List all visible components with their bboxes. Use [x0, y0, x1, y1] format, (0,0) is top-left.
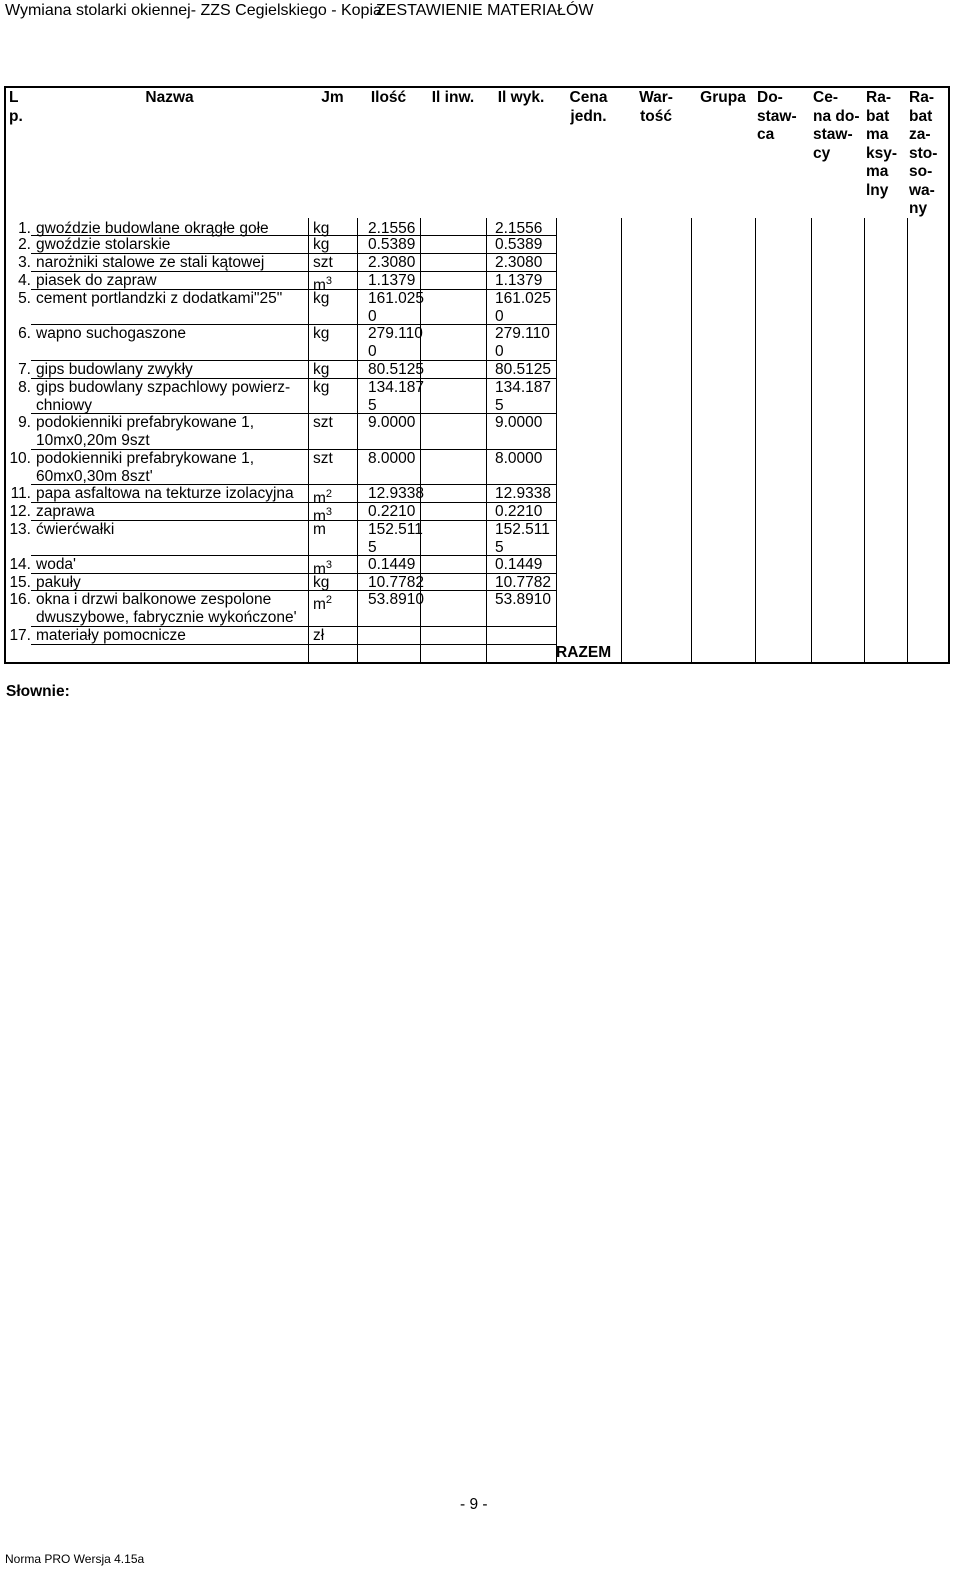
material-name: dwuszybowe, fabrycznie wykończone': [36, 609, 297, 626]
unit: kg: [313, 290, 330, 307]
page-number: - 9 -: [460, 1496, 488, 1513]
slownie-label: Słownie:: [6, 683, 70, 700]
quantity-executed: 10.7782: [495, 574, 552, 591]
quantity: 53.8910: [368, 591, 425, 608]
header-line: Cena: [569, 89, 608, 106]
column-divider: [357, 218, 358, 663]
unit: kg: [313, 325, 330, 342]
header-dostawca: [757, 89, 809, 145]
quantity: 279.110: [368, 325, 423, 342]
column-divider: [755, 218, 756, 663]
header-line: ma: [866, 126, 889, 143]
header-line: Jm: [321, 89, 344, 106]
unit: kg: [313, 236, 330, 253]
row-number: 14.: [9, 556, 31, 573]
header-line: bat: [866, 107, 890, 125]
header-line: Nazwa: [145, 89, 194, 106]
row-number: 15.: [9, 574, 31, 591]
row-number: 7.: [18, 361, 31, 378]
quantity: 5: [368, 539, 377, 556]
quantity-executed: 161.025: [495, 290, 552, 307]
header-line: Ra-: [909, 89, 934, 106]
quantity-executed: 0: [495, 343, 504, 360]
header-line: War-: [639, 89, 673, 106]
quantity: 0.5389: [368, 236, 416, 253]
material-name: gwoździe budowlane okrągłe gołe: [36, 220, 269, 237]
row-divider: [31, 555, 556, 556]
header-lp: [9, 89, 31, 126]
quantity: 80.5125: [368, 361, 425, 378]
header-ilosc: [359, 89, 418, 108]
quantity: 8.0000: [368, 450, 416, 467]
material-name: woda': [36, 556, 77, 573]
row-number: 4.: [18, 272, 31, 289]
row-divider: [31, 573, 556, 574]
quantity: 0: [368, 308, 377, 325]
unit: zł: [313, 627, 325, 644]
row-number: 3.: [18, 254, 31, 271]
header-line: cy: [813, 144, 831, 162]
quantity-executed: 2.1556: [495, 220, 543, 237]
material-name: ćwierćwałki: [36, 521, 115, 538]
header-cena_dostawcy: [813, 89, 862, 163]
quantity-executed: 279.110: [495, 325, 550, 342]
row-number: 12.: [9, 503, 31, 520]
section-title: ZESTAWIENIE MATERIAŁÓW: [376, 2, 594, 19]
column-divider: [308, 218, 309, 663]
header-line: ca: [757, 126, 775, 143]
header-jm: [310, 89, 355, 108]
material-name: papa asfaltowa na tekturze izolacyjna: [36, 485, 294, 502]
quantity: 0.2210: [368, 503, 416, 520]
quantity: 9.0000: [368, 414, 416, 431]
header-line: lny: [866, 181, 889, 199]
header-il_inw: [422, 89, 484, 108]
material-name: 10mx0,20m 9szt: [36, 432, 150, 449]
quantity: 134.187: [368, 379, 425, 396]
document-name: Wymiana stolarki okiennej- ZZS Cegielskiego - Kopia: [5, 2, 382, 19]
header-line: sto-: [909, 144, 938, 162]
unit: szt: [313, 254, 333, 271]
unit: szt: [313, 414, 333, 431]
header-line: staw-: [757, 107, 797, 125]
row-number: 10.: [9, 450, 31, 467]
row-number: 11.: [10, 485, 31, 502]
quantity-executed: 0: [495, 308, 504, 325]
material-name: okna i drzwi balkonowe zespolone: [36, 591, 272, 608]
material-name: pakuły: [36, 574, 81, 591]
unit-exponent: 3: [325, 559, 333, 571]
material-name: 60mx0,30m 8szt': [36, 468, 153, 485]
header-il_wyk: [488, 89, 554, 108]
column-divider: [691, 218, 692, 663]
header-line: ksy-: [866, 144, 898, 162]
total-label: RAZEM: [556, 644, 612, 661]
material-name: podokienniki prefabrykowane 1,: [36, 450, 254, 467]
unit-exponent: 2: [325, 488, 333, 500]
quantity: 12.9338: [368, 485, 425, 502]
header-line: na do-: [813, 107, 860, 125]
row-number: 2.: [18, 236, 31, 253]
column-divider: [486, 218, 487, 663]
material-name: zaprawa: [36, 503, 95, 520]
quantity: 0: [368, 343, 377, 360]
unit: kg: [313, 379, 330, 396]
row-number: 6.: [18, 325, 31, 342]
header-line: jedn.: [570, 107, 607, 125]
unit: kg: [313, 220, 330, 237]
document-title: [5, 2, 594, 20]
column-divider: [556, 218, 557, 663]
unit: kg: [313, 574, 330, 591]
header-line: Ra-: [866, 89, 891, 106]
unit: $m^2$: [313, 594, 333, 614]
quantity-executed: 0.1449: [495, 556, 543, 573]
material-name: chniowy: [36, 397, 92, 414]
unit: kg: [313, 361, 330, 378]
row-number: 13.: [9, 521, 31, 538]
unit-exponent: 2: [325, 594, 333, 606]
quantity: 2.1556: [368, 220, 416, 237]
header-line: ma: [866, 163, 889, 180]
header-line: wa-: [909, 181, 935, 199]
header-line: za-: [909, 126, 931, 143]
header-rabat_max: [866, 89, 905, 200]
quantity-executed: 80.5125: [495, 361, 552, 378]
unit: m: [313, 521, 326, 538]
quantity: 161.025: [368, 290, 425, 307]
quantity: 2.3080: [368, 254, 416, 271]
header-line: so-: [909, 163, 933, 180]
header-line: ny: [909, 200, 928, 217]
row-number: 9.: [18, 414, 31, 431]
material-name: materiały pomocnicze: [36, 627, 186, 644]
quantity-executed: 134.187: [495, 379, 552, 396]
material-name: wapno suchogaszone: [36, 325, 186, 342]
quantity-executed: 1.1379: [495, 272, 543, 289]
material-name: narożniki stalowe ze stali kątowej: [36, 254, 265, 271]
material-name: piasek do zapraw: [36, 272, 157, 289]
quantity-executed: 152.511: [495, 521, 550, 538]
footer-version: Norma PRO Wersja 4.15a: [5, 1552, 145, 1566]
header-line: Ce-: [813, 89, 838, 106]
material-name: gips budowlany szpachlowy powierz-: [36, 379, 291, 396]
quantity-executed: 5: [495, 397, 504, 414]
unit-exponent: 3: [325, 506, 333, 518]
quantity-executed: 0.2210: [495, 503, 543, 520]
column-divider: [864, 218, 865, 663]
quantity-executed: 2.3080: [495, 254, 543, 271]
unit: $m^3$: [313, 559, 333, 579]
quantity: 1.1379: [368, 272, 416, 289]
quantity: 5: [368, 397, 377, 414]
material-name: gips budowlany zwykły: [36, 361, 193, 378]
header-line: bat: [909, 107, 933, 125]
material-name: cement portlandzki z dodatkami"25": [36, 290, 283, 307]
header-line: Grupa: [700, 89, 746, 106]
header-line: tość: [640, 107, 672, 125]
unit: $m^3$: [313, 275, 333, 295]
unit: $m^3$: [313, 506, 333, 526]
quantity-executed: 53.8910: [495, 591, 552, 608]
header-line: Ilość: [370, 89, 407, 106]
header-rabat_zast: [909, 89, 948, 219]
header-line: Il wyk.: [497, 89, 545, 106]
quantity-executed: 12.9338: [495, 485, 552, 502]
material-name: podokienniki prefabrykowane 1,: [36, 414, 254, 431]
row-number: 16.: [9, 591, 31, 608]
header-nazwa: [33, 89, 306, 108]
header-wartosc: [623, 89, 689, 126]
header-line: L: [9, 89, 19, 106]
column-divider: [621, 218, 622, 663]
header-grupa: [693, 89, 753, 108]
column-divider: [811, 218, 812, 663]
row-number: 8.: [18, 379, 31, 396]
unit-exponent: 3: [325, 275, 333, 287]
quantity-executed: 5: [495, 539, 504, 556]
quantity-executed: 8.0000: [495, 450, 543, 467]
row-number: 1.: [18, 220, 31, 237]
header-cena: [558, 89, 619, 126]
row-number: 5.: [18, 290, 31, 307]
quantity: 152.511: [368, 521, 423, 538]
unit: szt: [313, 450, 333, 467]
header-line: Do-: [757, 89, 783, 106]
unit: $m^2$: [313, 488, 333, 508]
quantity: 10.7782: [368, 574, 425, 591]
material-name: gwoździe stolarskie: [36, 236, 171, 253]
quantity-executed: 0.5389: [495, 236, 543, 253]
header-line: Il inw.: [431, 89, 475, 106]
column-divider: [907, 218, 908, 663]
quantity: 0.1449: [368, 556, 416, 573]
quantity-executed: 9.0000: [495, 414, 543, 431]
header-line: p.: [9, 107, 23, 125]
row-number: 17.: [9, 627, 31, 644]
header-line: staw-: [813, 126, 853, 143]
